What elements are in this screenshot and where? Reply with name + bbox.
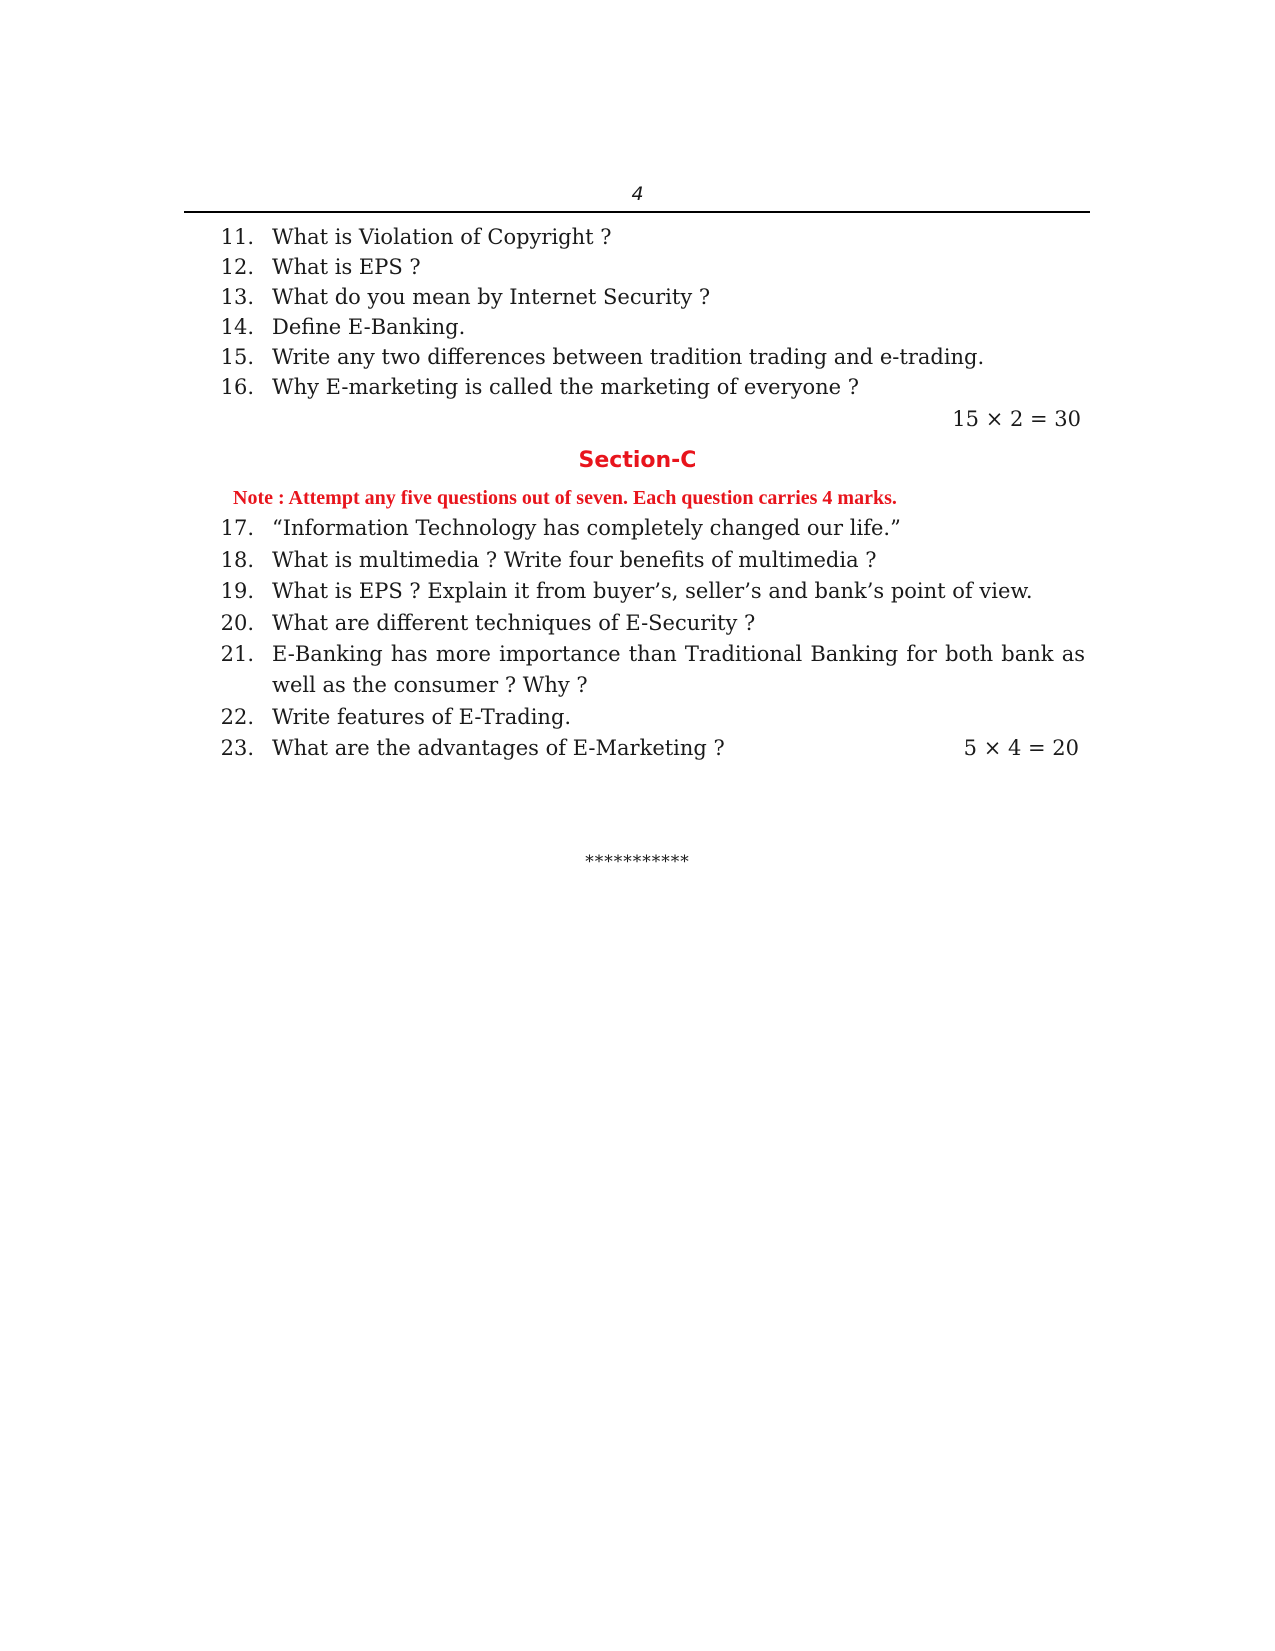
question-number: 22. — [220, 705, 254, 729]
section-c-note: Note : Attempt any five questions out of seven. Each question carries 4 marks. — [233, 487, 897, 509]
question-number: 13. — [220, 285, 254, 309]
question-text: What is EPS ? Explain it from buyer’s, seller’s and bank’s point of view. — [272, 579, 1033, 603]
question-number: 21. — [220, 642, 254, 666]
question-text: What is EPS ? — [272, 255, 421, 279]
question-text: Why E-marketing is called the marketing of everyone ? — [272, 375, 860, 399]
question-text: E-Banking has more importance than Traditional Banking for both bank as well as the consumer ? Why ? — [272, 642, 1085, 697]
header-divider — [184, 211, 1090, 213]
question-text: Define E-Banking. — [272, 315, 466, 339]
question-text: What is multimedia ? Write four benefits of multimedia ? — [272, 548, 877, 572]
question-number: 12. — [220, 255, 254, 279]
question-text: What are the advantages of E-Marketing ? — [272, 736, 725, 760]
end-of-paper-marker: *********** — [585, 852, 690, 872]
section-b-marks: 15 × 2 = 30 — [952, 407, 1081, 431]
section-c-title: Section-C — [578, 448, 697, 473]
question-number: 16. — [220, 375, 254, 399]
page-number: 4 — [631, 183, 644, 205]
question-number: 14. — [220, 315, 254, 339]
question-text: What are different techniques of E-Security ? — [272, 611, 756, 635]
question-text: Write features of E-Trading. — [272, 705, 572, 729]
section-c-marks: 5 × 4 = 20 — [963, 736, 1079, 760]
question-number: 19. — [220, 579, 254, 603]
question-number: 17. — [220, 516, 254, 540]
question-number: 15. — [220, 345, 254, 369]
question-number: 20. — [220, 611, 254, 635]
question-text: “Information Technology has completely changed our life.” — [272, 516, 901, 540]
question-number: 18. — [220, 548, 254, 572]
question-text: What is Violation of Copyright ? — [272, 225, 612, 249]
question-number: 11. — [220, 225, 254, 249]
question-text: What do you mean by Internet Security ? — [272, 285, 711, 309]
question-number: 23. — [220, 736, 254, 760]
question-text: Write any two differences between tradition trading and e-trading. — [272, 345, 985, 369]
